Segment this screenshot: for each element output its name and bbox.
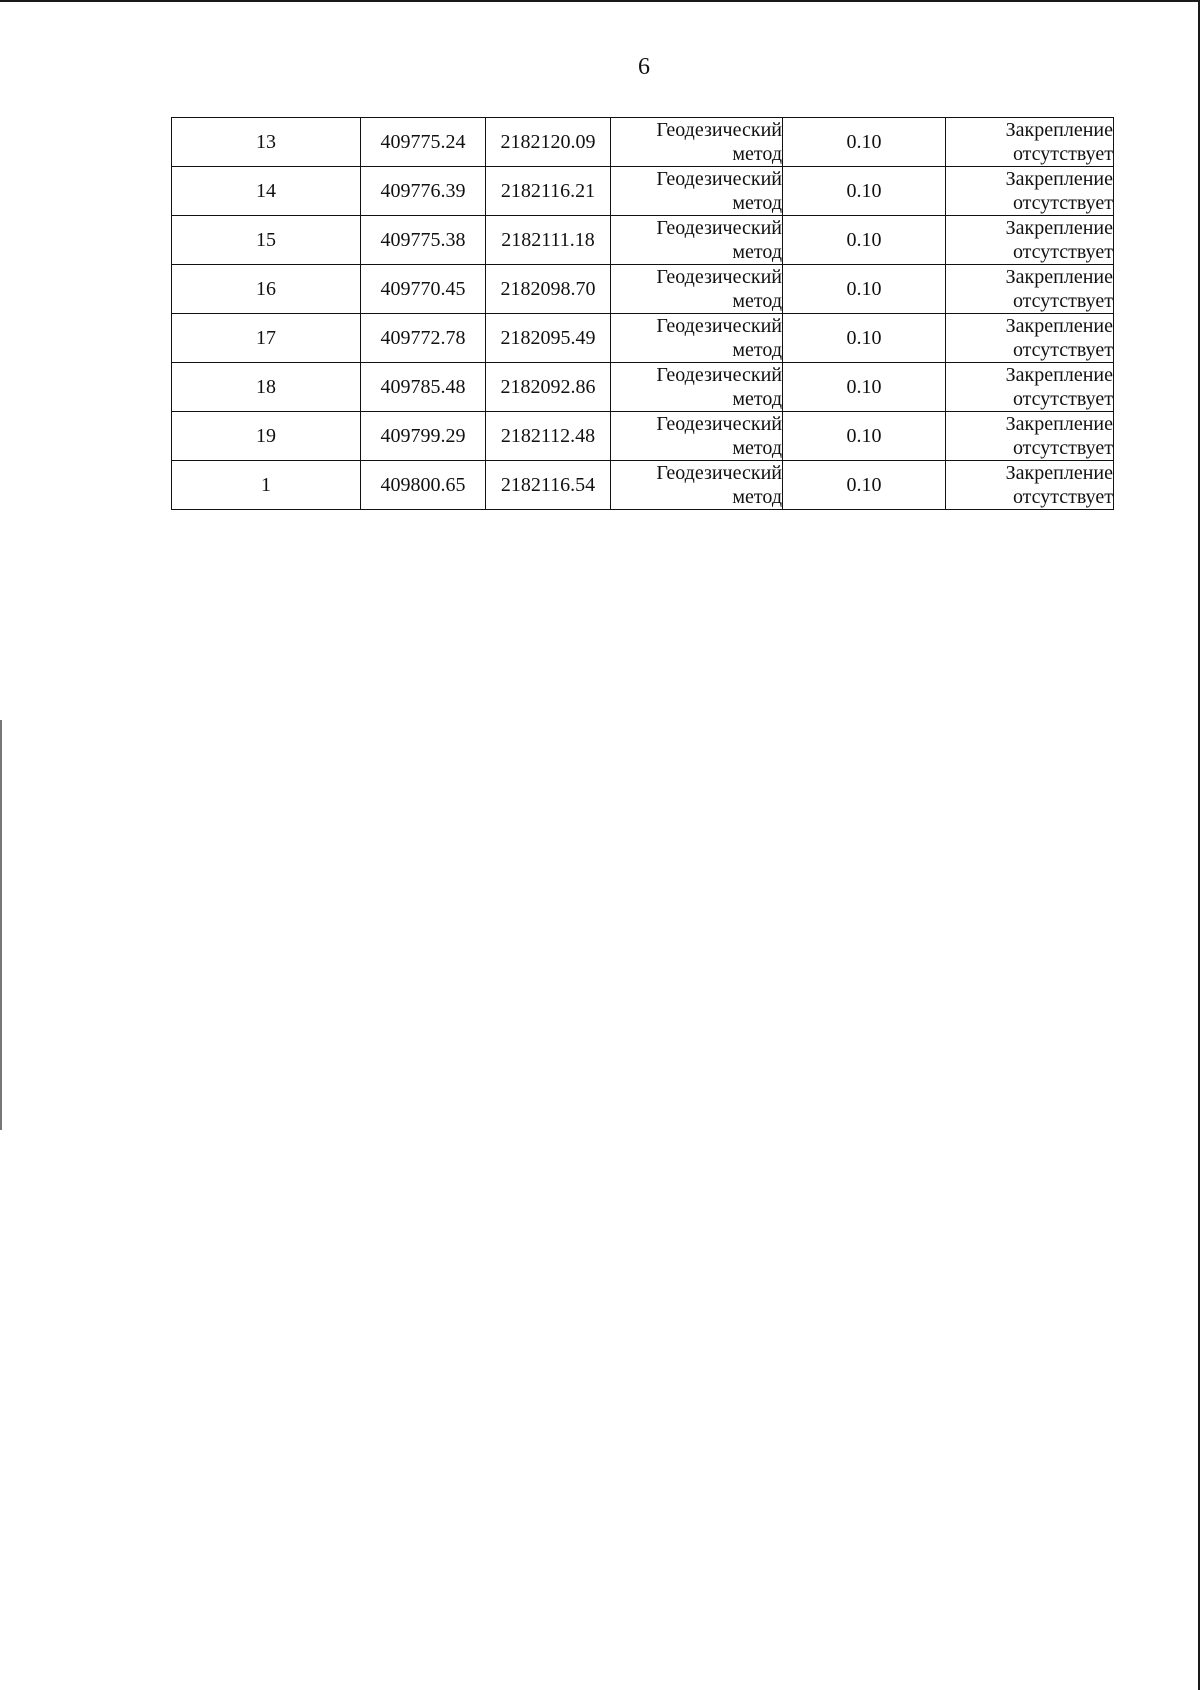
x-coordinate-cell: [361, 363, 486, 412]
fixing-cell: [946, 265, 1114, 314]
fixing-cell: [946, 412, 1114, 461]
table-row: [172, 118, 1114, 167]
accuracy-cell: [783, 118, 946, 167]
point-number: 14: [256, 180, 276, 202]
point-number-cell: [172, 363, 361, 412]
y-coordinate: 2182092.86: [500, 376, 596, 398]
accuracy-value: 0.10: [846, 278, 882, 300]
table-row: [172, 412, 1114, 461]
accuracy-cell: [783, 216, 946, 265]
method-line-1: Геодезический: [656, 119, 782, 141]
point-number-cell: [172, 265, 361, 314]
point-number-cell: [172, 167, 361, 216]
point-number: 17: [256, 327, 276, 349]
point-number: 18: [256, 376, 276, 398]
method-cell: [611, 118, 783, 167]
fixing-line-1: Закрепление: [1005, 266, 1113, 288]
fixing-line-1: Закрепление: [1005, 119, 1113, 141]
method-line-2: метод: [732, 241, 782, 263]
x-coordinate-cell: [361, 265, 486, 314]
method-line-2: метод: [732, 143, 782, 165]
y-coordinate-cell: [486, 412, 611, 461]
method-line-2: метод: [732, 486, 782, 508]
y-coordinate-cell: [486, 167, 611, 216]
y-coordinate-cell: [486, 118, 611, 167]
point-number: 16: [256, 278, 276, 300]
method-line-1: Геодезический: [656, 315, 782, 337]
method-line-2: метод: [732, 437, 782, 459]
method-cell: [611, 167, 783, 216]
y-coordinate: 2182116.54: [500, 474, 596, 496]
fixing-line-2: отсутствует: [1012, 388, 1113, 410]
fixing-line-1: Закрепление: [1005, 462, 1113, 484]
point-number-cell: [172, 461, 361, 510]
point-number: 13: [256, 131, 276, 153]
method-cell: [611, 265, 783, 314]
x-coordinate: 409775.24: [380, 131, 466, 153]
y-coordinate-cell: [486, 265, 611, 314]
y-coordinate: 2182116.21: [500, 180, 596, 202]
x-coordinate: 409776.39: [380, 180, 466, 202]
x-coordinate-cell: [361, 216, 486, 265]
point-number-cell: [172, 314, 361, 363]
y-coordinate-cell: [486, 314, 611, 363]
method-cell: [611, 363, 783, 412]
fixing-cell: [946, 363, 1114, 412]
y-coordinate-cell: [486, 216, 611, 265]
fixing-line-1: Закрепление: [1005, 168, 1113, 190]
accuracy-cell: [783, 314, 946, 363]
fixing-cell: [946, 167, 1114, 216]
y-coordinate: 2182120.09: [500, 131, 596, 153]
fixing-line-2: отсутствует: [1012, 192, 1113, 214]
page-border-top: [0, 0, 1200, 2]
fixing-cell: [946, 118, 1114, 167]
y-coordinate-cell: [486, 461, 611, 510]
fixing-line-1: Закрепление: [1005, 315, 1113, 337]
coordinates-table: [171, 117, 1114, 510]
accuracy-cell: [783, 461, 946, 510]
table-row: [172, 265, 1114, 314]
method-line-2: метод: [732, 388, 782, 410]
method-cell: [611, 216, 783, 265]
x-coordinate: 409772.78: [380, 327, 466, 349]
point-number: 15: [256, 229, 276, 251]
accuracy-value: 0.10: [846, 474, 882, 496]
accuracy-value: 0.10: [846, 229, 882, 251]
method-line-1: Геодезический: [656, 266, 782, 288]
method-line-2: метод: [732, 290, 782, 312]
point-number-cell: [172, 412, 361, 461]
method-line-2: метод: [732, 339, 782, 361]
accuracy-value: 0.10: [846, 131, 882, 153]
page-edge-mark: [0, 720, 2, 1130]
x-coordinate: 409770.45: [380, 278, 466, 300]
point-number-cell: [172, 216, 361, 265]
x-coordinate: 409775.38: [380, 229, 466, 251]
fixing-line-2: отсутствует: [1012, 143, 1113, 165]
accuracy-value: 0.10: [846, 376, 882, 398]
coordinates-table-body: [172, 118, 1114, 510]
y-coordinate: 2182111.18: [501, 229, 595, 251]
method-line-1: Геодезический: [656, 413, 782, 435]
fixing-line-1: Закрепление: [1005, 217, 1113, 239]
accuracy-value: 0.10: [846, 327, 882, 349]
fixing-cell: [946, 314, 1114, 363]
accuracy-cell: [783, 265, 946, 314]
table-row: [172, 314, 1114, 363]
x-coordinate-cell: [361, 167, 486, 216]
method-cell: [611, 412, 783, 461]
method-line-1: Геодезический: [656, 364, 782, 386]
x-coordinate-cell: [361, 461, 486, 510]
table-row: [172, 216, 1114, 265]
point-number: 1: [261, 474, 271, 496]
method-cell: [611, 461, 783, 510]
y-coordinate: 2182095.49: [500, 327, 596, 349]
table-row: [172, 461, 1114, 510]
x-coordinate: 409785.48: [380, 376, 466, 398]
x-coordinate-cell: [361, 118, 486, 167]
point-number: 19: [256, 425, 276, 447]
accuracy-value: 0.10: [846, 180, 882, 202]
fixing-line-2: отсутствует: [1012, 437, 1113, 459]
accuracy-value: 0.10: [846, 425, 882, 447]
fixing-line-2: отсутствует: [1012, 241, 1113, 263]
fixing-line-1: Закрепление: [1005, 364, 1113, 386]
accuracy-cell: [783, 167, 946, 216]
y-coordinate: 2182098.70: [500, 278, 596, 300]
method-line-1: Геодезический: [656, 168, 782, 190]
fixing-line-2: отсутствует: [1012, 290, 1113, 312]
x-coordinate: 409800.65: [380, 474, 466, 496]
method-line-1: Геодезический: [656, 217, 782, 239]
method-line-2: метод: [732, 192, 782, 214]
fixing-line-1: Закрепление: [1005, 413, 1113, 435]
x-coordinate-cell: [361, 412, 486, 461]
point-number-cell: [172, 118, 361, 167]
accuracy-cell: [783, 412, 946, 461]
page-number: 6: [638, 54, 650, 80]
fixing-line-2: отсутствует: [1012, 486, 1113, 508]
x-coordinate: 409799.29: [380, 425, 466, 447]
y-coordinate: 2182112.48: [500, 425, 596, 447]
fixing-line-2: отсутствует: [1012, 339, 1113, 361]
x-coordinate-cell: [361, 314, 486, 363]
method-cell: [611, 314, 783, 363]
method-line-1: Геодезический: [656, 462, 782, 484]
fixing-cell: [946, 216, 1114, 265]
table-row: [172, 363, 1114, 412]
fixing-cell: [946, 461, 1114, 510]
table-row: [172, 167, 1114, 216]
y-coordinate-cell: [486, 363, 611, 412]
accuracy-cell: [783, 363, 946, 412]
